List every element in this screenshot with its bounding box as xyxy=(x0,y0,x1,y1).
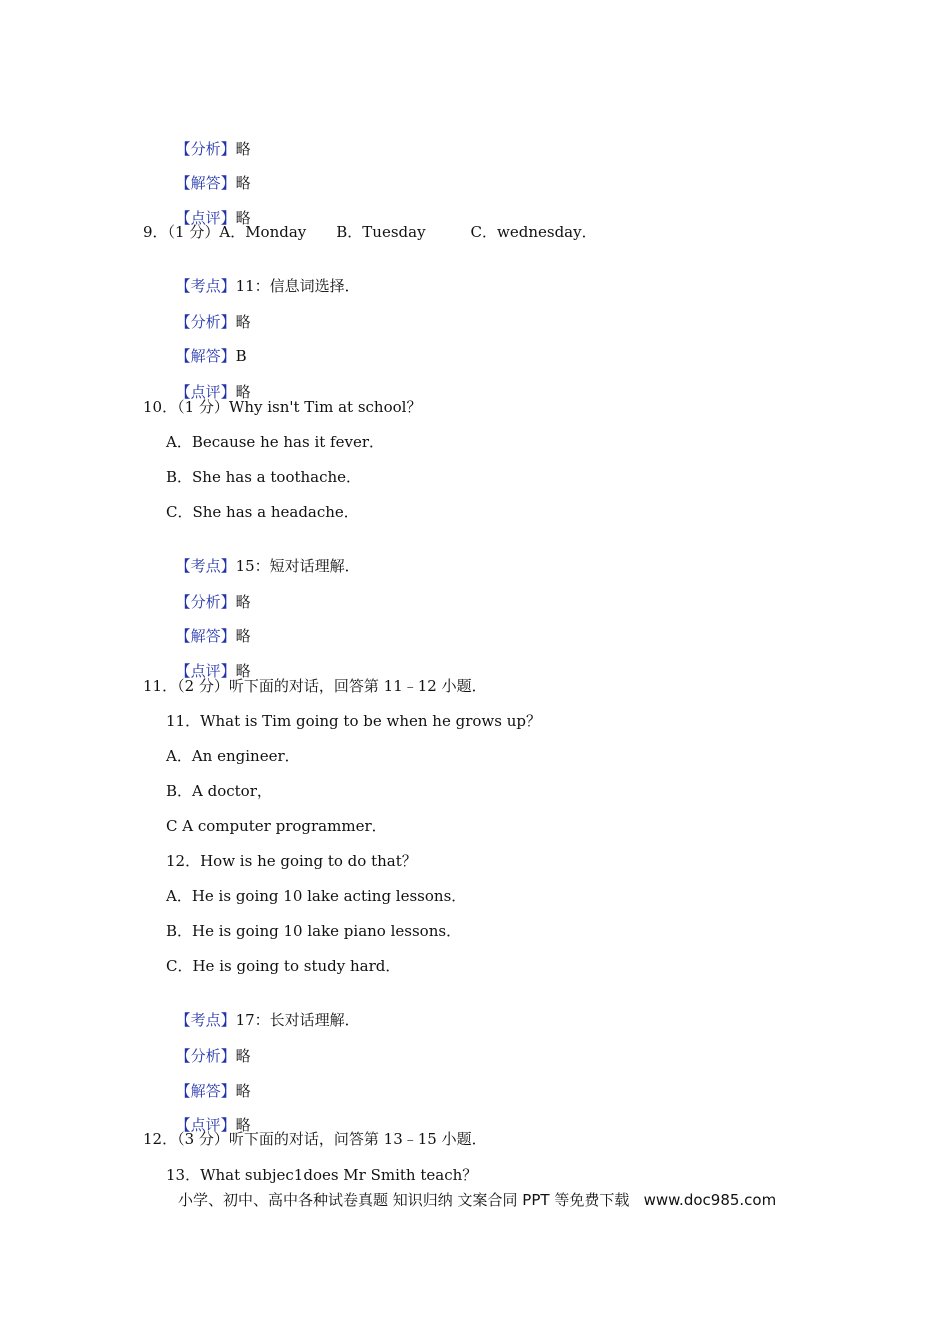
jieda-text: 略 xyxy=(235,174,251,192)
q11-sub2-option-c: C．He is going to study hard． xyxy=(166,957,401,975)
q8-dianping: 【点评】略 xyxy=(175,209,251,227)
q11-fenxi: 【分析】略 xyxy=(175,1047,251,1065)
q10-fenxi: 【分析】略 xyxy=(175,593,251,611)
jieda-text: 略 xyxy=(235,627,251,645)
fenxi-text: 略 xyxy=(235,1047,251,1065)
q9-question: 9．（1 分）A．Monday B．Tuesday C．wednesday． xyxy=(143,223,597,241)
fenxi-text: 略 xyxy=(235,313,251,331)
q11-sub1-option-a: A．An engineer． xyxy=(166,747,300,765)
q11-question: 11．（2 分）听下面的对话，回答第 11﹣12 小题． xyxy=(143,677,487,695)
q10-option-a: A．Because he has it fever． xyxy=(166,433,384,451)
q10-jieda: 【解答】略 xyxy=(175,627,251,645)
fenxi-tag: 分析 xyxy=(190,593,221,611)
jieda-text: 略 xyxy=(235,1082,251,1100)
q9-dianping: 【点评】略 xyxy=(175,383,251,401)
kaodian-tag: 考点 xyxy=(190,557,221,575)
q11-kaodian: 【考点】17：长对话理解． xyxy=(175,1011,360,1029)
fenxi-text: 略 xyxy=(235,593,251,611)
jieda-tag: 解答 xyxy=(190,174,221,192)
q10-option-b: B．She has a toothache． xyxy=(166,468,362,486)
dianping-text: 略 xyxy=(235,662,251,680)
q10-dianping: 【点评】略 xyxy=(175,662,251,680)
kaodian-text: 11：信息词选择． xyxy=(235,277,360,295)
q11-jieda: 【解答】略 xyxy=(175,1082,251,1100)
kaodian-text: 15：短对话理解． xyxy=(235,557,360,575)
q11-sub1: 11．What is Tim going to be when he grows up？ xyxy=(166,712,541,730)
q9-fenxi: 【分析】略 xyxy=(175,313,251,331)
q10-kaodian: 【考点】15：短对话理解． xyxy=(175,557,360,575)
q8-fenxi: 【分析】略 xyxy=(175,140,251,158)
fenxi-tag: 分析 xyxy=(190,313,221,331)
jieda-tag: 解答 xyxy=(190,347,221,365)
kaodian-tag: 考点 xyxy=(190,1011,221,1029)
q12-sub1: 13．What subjec1does Mr Smith teach？ xyxy=(166,1166,478,1184)
jieda-text: B xyxy=(235,347,247,365)
q11-sub2: 12．How is he going to do that？ xyxy=(166,852,417,870)
q9-kaodian: 【考点】11：信息词选择． xyxy=(175,277,360,295)
q10-option-c: C．She has a headache． xyxy=(166,503,359,521)
dianping-text: 略 xyxy=(235,209,251,227)
q11-dianping: 【点评】略 xyxy=(175,1116,251,1134)
q12-question: 12．（3 分）听下面的对话，问答第 13﹣15 小题． xyxy=(143,1130,487,1148)
q10-question: 10．（1 分）Why isn't Tim at school？ xyxy=(143,398,422,416)
jieda-tag: 解答 xyxy=(190,627,221,645)
kaodian-tag: 考点 xyxy=(190,277,221,295)
kaodian-text: 17：长对话理解． xyxy=(235,1011,360,1029)
q11-sub2-option-a: A．He is going 10 lake acting lessons． xyxy=(166,887,467,905)
dianping-tag: 点评 xyxy=(190,1116,221,1134)
jieda-tag: 解答 xyxy=(190,1082,221,1100)
dianping-text: 略 xyxy=(235,1116,251,1134)
fenxi-tag: 分析 xyxy=(190,140,221,158)
q9-jieda: 【解答】B xyxy=(175,347,247,365)
dianping-tag: 点评 xyxy=(190,383,221,401)
q11-sub1-option-b: B．A doctor， xyxy=(166,782,272,800)
q8-jieda: 【解答】略 xyxy=(175,174,251,192)
q11-sub1-option-c: C A computer programmer． xyxy=(166,817,387,835)
fenxi-tag: 分析 xyxy=(190,1047,221,1065)
q11-sub2-option-b: B．He is going 10 lake piano lessons． xyxy=(166,922,462,940)
dianping-tag: 点评 xyxy=(190,209,221,227)
fenxi-text: 略 xyxy=(235,140,251,158)
dianping-tag: 点评 xyxy=(190,662,221,680)
page-footer: 小学、初中、高中各种试卷真题 知识归纳 文案合同 PPT 等免费下载 www.doc985.com xyxy=(178,1191,777,1209)
dianping-text: 略 xyxy=(235,383,251,401)
